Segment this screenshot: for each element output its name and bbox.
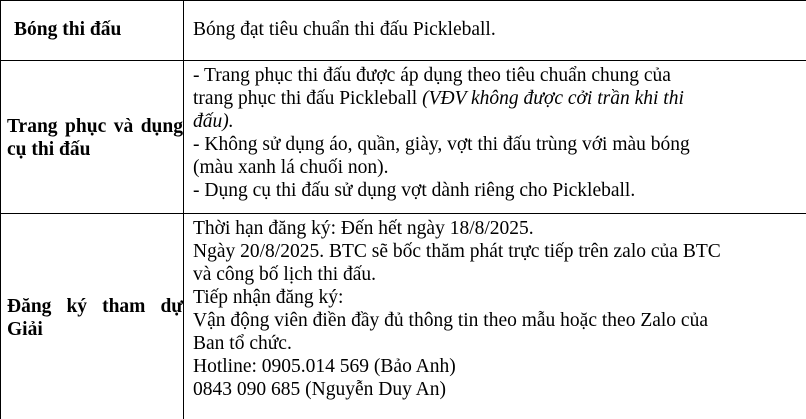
content-line xyxy=(193,87,803,110)
row-content-ball xyxy=(193,18,803,41)
content-line: - Dụng cụ thi đấu sử dụng vợt dành riêng cho Pickleball. xyxy=(193,180,636,201)
content-line: Ban tổ chức. xyxy=(193,333,292,354)
content-line: Tiếp nhận đăng ký: xyxy=(193,287,344,308)
row-label-ball: Bóng thi đấu xyxy=(14,19,122,40)
hotline-text: 0843 090 685 (Nguyễn Duy An) xyxy=(193,379,446,400)
column-divider xyxy=(183,0,184,419)
table-border-left xyxy=(0,0,1,419)
content-line: và công bố lịch thi đấu. xyxy=(193,264,377,285)
hotline-text: Hotline: 0905.014 569 (Bảo Anh) xyxy=(193,356,456,377)
content-text: trang phục thi đấu Pickleball xyxy=(193,88,423,109)
row-content-attire xyxy=(193,64,803,202)
row-divider-1 xyxy=(0,60,806,61)
row-divider-2 xyxy=(0,213,806,214)
label-text: Trang phục và dụng cụ thi đấu xyxy=(7,116,183,160)
row-label-attire xyxy=(7,115,183,161)
content-line: (màu xanh lá chuối non). xyxy=(193,157,389,178)
label-text: Đăng ký tham dự Giải xyxy=(7,296,183,340)
row-content-registration xyxy=(193,217,803,401)
content-note-italic: (VĐV không được cởi trần khi thi xyxy=(422,88,684,109)
table-border-top xyxy=(0,0,806,1)
content-line: Thời hạn đăng ký: Đến hết ngày 18/8/2025. xyxy=(193,218,534,239)
content-line: Bóng đạt tiêu chuẩn thi đấu Pickleball. xyxy=(193,19,496,40)
row-label-registration xyxy=(7,295,183,341)
content-line: - Trang phục thi đấu được áp dụng theo tiêu chuẩn chung của xyxy=(193,65,671,86)
content-note-italic: đấu). xyxy=(193,111,234,132)
content-line: Ngày 20/8/2025. BTC sẽ bốc thăm phát trực tiếp trên zalo của BTC xyxy=(193,241,721,262)
content-line: - Không sử dụng áo, quần, giày, vợt thi đấu trùng với màu bóng xyxy=(193,134,690,155)
content-line: Vận động viên điền đầy đủ thông tin theo mẫu hoặc theo Zalo của xyxy=(193,310,708,331)
